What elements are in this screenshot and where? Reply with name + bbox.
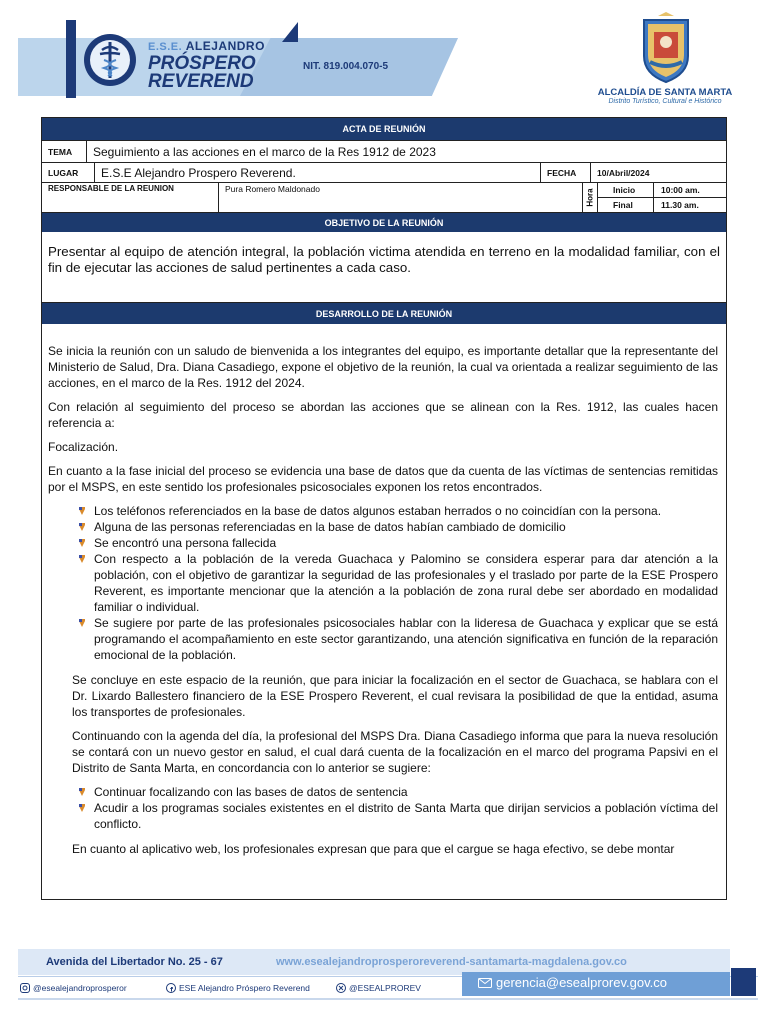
org-prefix: E.S.E. bbox=[148, 41, 183, 53]
arrow-bullet-icon bbox=[77, 618, 87, 628]
instagram-icon bbox=[20, 983, 30, 993]
list-item bbox=[72, 503, 718, 519]
focalizacion-heading: Focalización. bbox=[48, 440, 119, 454]
fecha-value: 10/Abril/2024 bbox=[597, 167, 650, 178]
desarrollo-paragraph: Con relación al seguimiento del proceso se abordan las acciones que se alinean con la Res. 1912, las cuales hacen referencia a: bbox=[48, 400, 718, 430]
inicio-value: 10:00 am. bbox=[661, 185, 700, 195]
list-item-text: Acudir a los programas sociales existentes en el distrito de Santa Marta que dirijan servicios a población víctima del conflicto. bbox=[94, 801, 718, 831]
list-item-text: Continuar focalizando con las bases de datos de sentencia bbox=[94, 785, 408, 799]
desarrollo-paragraph: Se concluye en este espacio de la reunión, que para iniciar la focalización en el sector de Guachaca, se hablara con el Dr. Lixardo Ballestero financiero de la ESE Prospero Reverent, el cual revisara la posibilidad de que la entidad, asuma los transportes de profesionales. bbox=[72, 673, 718, 719]
header-accent-bar bbox=[66, 20, 76, 98]
objetivo-text: Presentar al equipo de atención integral, la población victima atendida en terreno en la modalidad familiar, con el fin de ejecutar las acciones de salud pertinentes a cada caso. bbox=[48, 244, 720, 275]
alcaldia-title: ALCALDÍA DE SANTA MARTA bbox=[597, 87, 733, 98]
facebook-icon bbox=[166, 983, 176, 993]
org-name-line-3: REVEREND bbox=[148, 71, 254, 92]
arrow-bullet-icon bbox=[77, 787, 87, 797]
footer-accent-block bbox=[731, 968, 756, 996]
list-item bbox=[72, 800, 718, 832]
organization-name bbox=[148, 40, 265, 91]
arrow-bullet-icon bbox=[77, 522, 87, 532]
footer-address: Avenida del Libertador No. 25 - 67 bbox=[46, 956, 223, 968]
twitter-icon bbox=[336, 983, 346, 993]
final-row bbox=[598, 198, 726, 212]
list-item bbox=[72, 615, 718, 663]
org-name-line-1: ALEJANDRO bbox=[185, 39, 265, 53]
list-item bbox=[72, 551, 718, 615]
instagram-handle: @esealejandroprosperor bbox=[33, 983, 127, 993]
responsable-label: RESPONSABLE DE LA REUNION bbox=[42, 183, 219, 212]
desarrollo-paragraph: En cuanto a la fase inicial del proceso se evidencia una base de datos que da cuenta de las víctimas de sentencias remitidas por el MSPS, en este sentido los profesionales psicosociales exponen los retos encontrados. bbox=[48, 464, 718, 494]
lugar-label: LUGAR bbox=[42, 163, 95, 182]
alcaldia-shield-icon bbox=[640, 12, 692, 84]
desarrollo-body bbox=[42, 324, 726, 857]
list-item-text: Alguna de las personas referenciadas en la base de datos habían cambiado de domicilio bbox=[94, 520, 566, 534]
tema-label: TEMA bbox=[42, 141, 87, 162]
final-label: Final bbox=[598, 198, 654, 212]
retos-list bbox=[72, 503, 718, 663]
alcaldia-subtitle: Distrito Turístico, Cultural e Histórico bbox=[608, 98, 722, 105]
footer-base-line bbox=[18, 998, 758, 1000]
desarrollo-paragraph: Continuando con la agenda del día, la profesional del MSPS Dra. Diana Casadiego informa que para la nueva resolución se contará con un nuevo gestor en salud, el cual dará cuenta de la focalización en el marco del programa Papsivi en el Distrito de Santa Marta, en concordancia con lo anterior se sugiere: bbox=[72, 729, 718, 775]
final-value: 11.30 am. bbox=[661, 200, 699, 210]
twitter-handle: @ESEALPROREV bbox=[349, 983, 421, 993]
hora-label: Hora bbox=[585, 188, 595, 207]
tema-row bbox=[42, 140, 726, 162]
objetivo-title-bar: OBJETIVO DE LA REUNIÓN bbox=[42, 212, 726, 232]
arrow-bullet-icon bbox=[77, 538, 87, 548]
list-item-text: Se encontró una persona fallecida bbox=[94, 536, 277, 550]
acta-title-bar: ACTA DE REUNIÓN bbox=[42, 118, 726, 140]
fecha-label: FECHA bbox=[541, 163, 591, 182]
email-address: gerencia@esealprorev.gov.co bbox=[496, 975, 667, 990]
responsable-value: Pura Romero Maldonado bbox=[219, 183, 583, 212]
list-item bbox=[72, 535, 718, 551]
footer-website-link[interactable]: www.esealejandroprosperoreverend-santamarta-magdalena.gov.co bbox=[276, 956, 627, 968]
arrow-bullet-icon bbox=[77, 803, 87, 813]
footer-twitter[interactable] bbox=[336, 983, 421, 993]
list-item-text: Se sugiere por parte de las profesionales psicosociales hablar con la lideresa de Guachaca y explicar que se está programando el acompañamiento en este sector garantizando, una atención significativa en función de la reparación emocional de la población. bbox=[94, 616, 718, 662]
footer-instagram[interactable] bbox=[20, 983, 127, 993]
responsable-row bbox=[42, 182, 726, 212]
hora-label-cell bbox=[583, 183, 598, 212]
lugar-row bbox=[42, 162, 726, 182]
footer-facebook[interactable] bbox=[166, 983, 310, 993]
org-name-line-2: PRÓSPERO bbox=[148, 53, 256, 74]
hora-table bbox=[598, 183, 726, 212]
caduceus-logo-icon bbox=[80, 30, 140, 90]
nit-number: NIT. 819.004.070-5 bbox=[303, 61, 389, 72]
list-item-text: Los teléfonos referenciados en la base de datos algunos estaban herrados o no coincidían con la persona. bbox=[94, 504, 662, 518]
arrow-bullet-icon bbox=[77, 554, 87, 564]
inicio-row bbox=[598, 183, 726, 198]
sugerencias-list bbox=[72, 784, 718, 832]
desarrollo-paragraph: Se inicia la reunión con un saludo de bienvenida a los integrantes del equipo, es importante detallar que la representante del Ministerio de Salud, Dra. Diana Casadiego, expone el objetivo de la reunión, la cual va orientada a realizar seguimiento de las acciones, en el marco de la Res. 1912 del 2024. bbox=[48, 344, 718, 390]
facebook-handle: ESE Alejandro Próspero Reverend bbox=[179, 983, 310, 993]
acta-document bbox=[41, 117, 727, 900]
desarrollo-paragraph: En cuanto al aplicativo web, los profesionales expresan que para que el cargue se haga efectivo, se debe montar bbox=[72, 842, 675, 856]
inicio-label: Inicio bbox=[598, 183, 654, 197]
list-item-text: Con respecto a la población de la vereda Guachaca y Palomino se considera esperar para dar atención a la población, con el objetivo de garantizar la seguridad de las profesionales y el traslado por parte de la ESE Prospero Reverent, es importante mencionar que la atención a la población de zona rural debe ser abordado en modalidad familiar o individual. bbox=[94, 552, 718, 614]
list-item bbox=[72, 784, 718, 800]
lugar-value: E.S.E Alejandro Prospero Reverend. bbox=[95, 163, 541, 182]
desarrollo-title-bar: DESARROLLO DE LA REUNIÓN bbox=[42, 302, 726, 324]
list-item bbox=[72, 519, 718, 535]
tema-value: Seguimiento a las acciones en el marco de la Res 1912 de 2023 bbox=[93, 144, 436, 159]
mail-icon bbox=[478, 978, 492, 988]
footer-email[interactable] bbox=[478, 975, 667, 990]
arrow-bullet-icon bbox=[77, 506, 87, 516]
